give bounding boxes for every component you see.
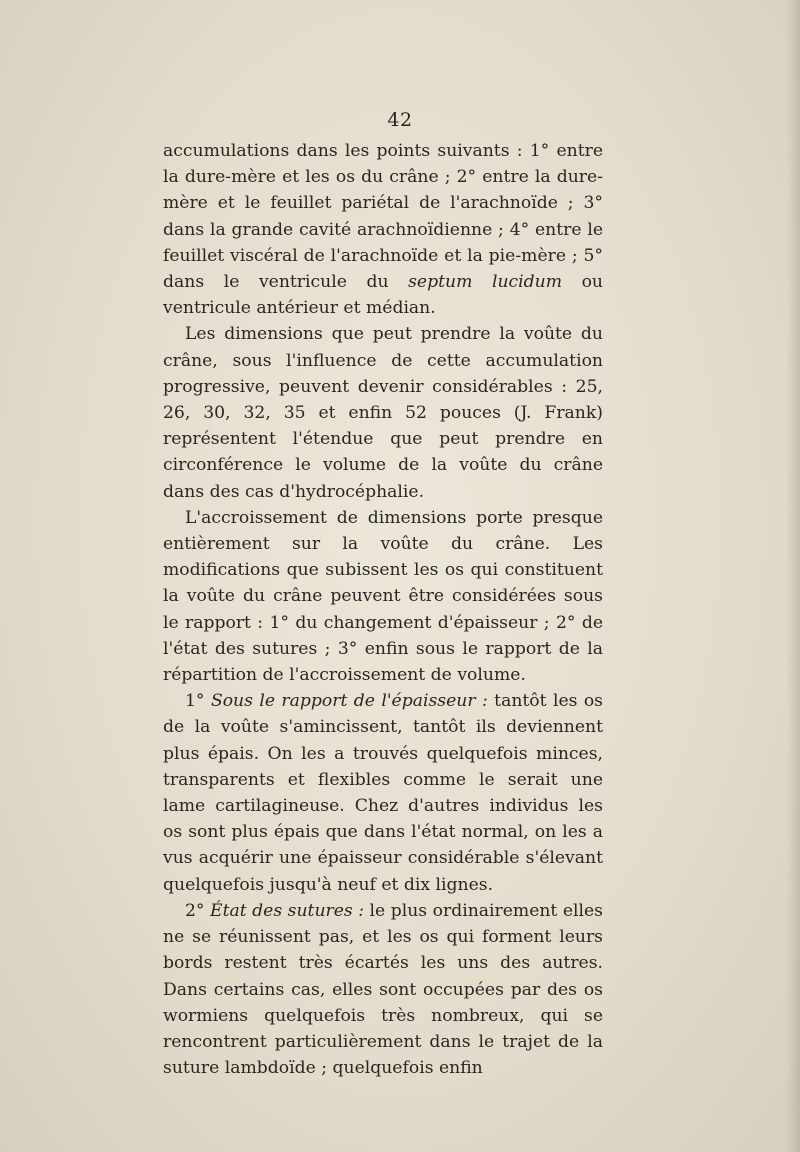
page-number: 42 [387, 109, 413, 131]
page-edge-shadow [786, 0, 800, 1152]
paragraph-1 [163, 138, 603, 321]
italic-heading: Sous le rapport de l'épaisseur : [210, 691, 488, 712]
text-run: ou ventricule antérieur et médian. [163, 272, 604, 319]
text-run: le plus ordinairement elles ne se réunissent pas, et les os qui forment leurs bords restent très écartés les uns des autres. Dans certains cas, elles sont occupées par des os wormiens quelquefois très nombreux, qui se rencontrent particulièrement dans le trajet de la suture lambdoïde ; quelquefois enfin [163, 900, 604, 1079]
text-run: 1° [185, 691, 211, 712]
text-run: accumulations dans les points suivants : 1° entre la dure-mère et les os du crâne ; 2° entre la dure-mère et le feuillet pariétal de l'arachnoïde ; 3° dans la grande cavité arachnoïdienne ; 4° entre le feuillet viscéral de l'arachnoïde et la pie-mère ; 5° dans le ventricule du [163, 141, 603, 293]
text-run: 2° [185, 900, 211, 921]
body-text [163, 138, 603, 1081]
paragraph-3 [163, 505, 603, 688]
paragraph-5 [163, 898, 603, 1081]
italic-term: septum lucidum [408, 272, 563, 293]
italic-heading: État des sutures : [210, 900, 365, 921]
paragraph-2 [163, 321, 603, 504]
paragraph-4 [163, 688, 603, 898]
text-run: tantôt les os de la voûte s'amincissent, tantôt ils deviennent plus épais. On les a trouvés quelquefois minces, transparents et flexibles comme le serait une lame cartilagineuse. Chez d'autres individus les os sont plus épais que dans l'état normal, on les a vus acquérir une épaisseur considérable s'élevant quelquefois jusqu'à neuf et dix lignes. [163, 691, 604, 895]
text-run: L'accroissement de dimensions porte presque entièrement sur la voûte du crâne. Les modifications que subissent les os qui constituent la voûte du crâne peuvent être considérées sous le rapport : 1° du changement d'épaisseur ; 2° de l'état des sutures ; 3° enfin sous le rapport de la répartition de l'accroissement de volume. [163, 507, 603, 686]
text-run: Les dimensions que peut prendre la voûte du crâne, sous l'influence de cette accumulation progressive, peuvent devenir considérables : 25, 26, 30, 32, 35 et enfin 52 pouces (J. Frank) représentent l'étendue que peut prendre en circonférence le volume de la voûte du crâne dans des cas d'hydrocéphalie. [163, 324, 603, 502]
